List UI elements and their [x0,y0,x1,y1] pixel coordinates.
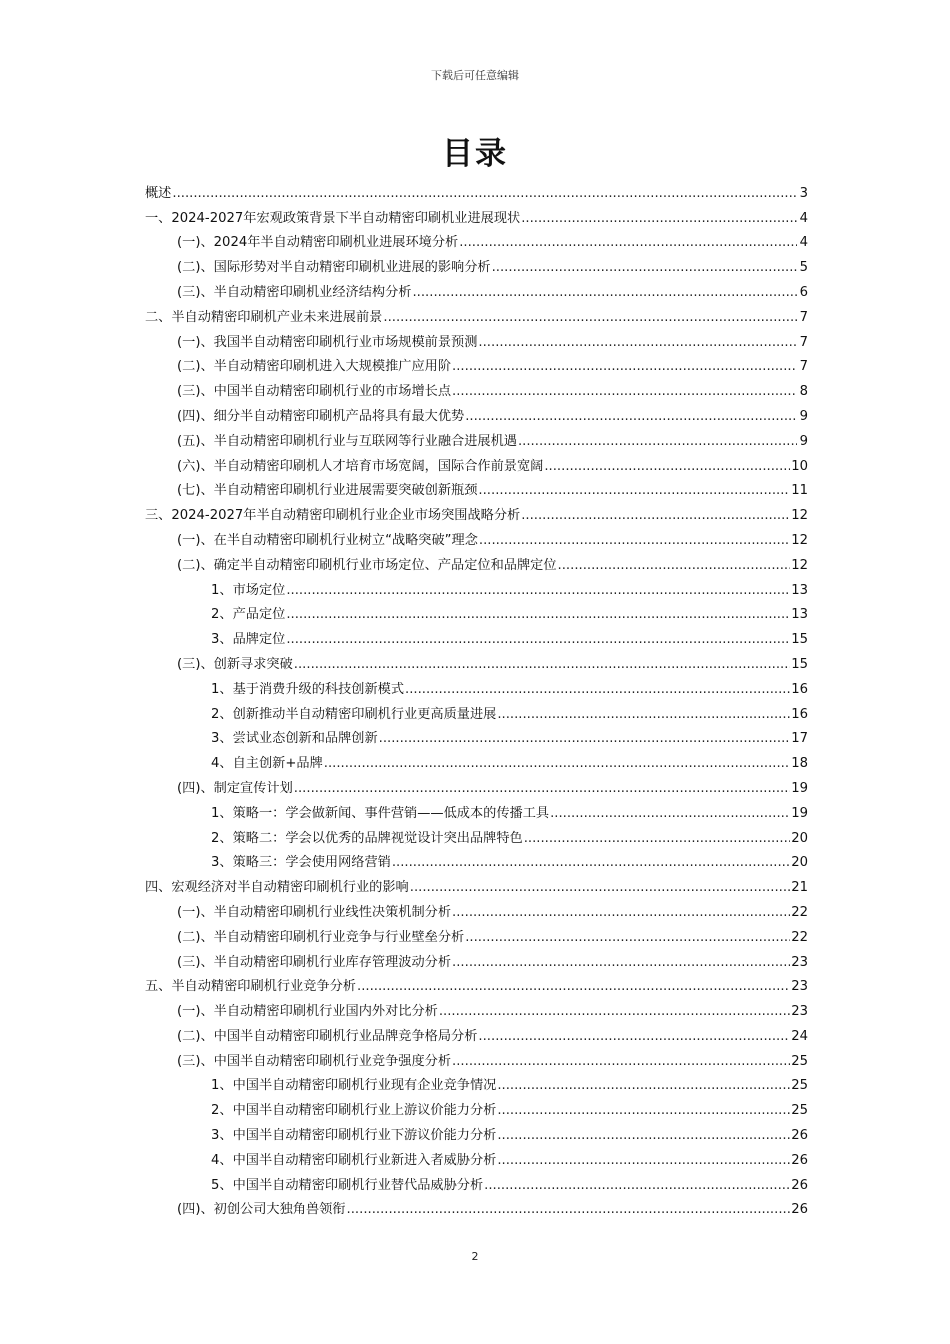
toc-entry-text: 4、自主创新+品牌 [211,756,323,772]
toc-entry[interactable] [145,673,808,698]
toc-leader-dots [478,1028,790,1045]
toc-entry[interactable] [145,227,808,252]
toc-leader-dots [383,309,797,326]
toc-entry-text: (一)、在半自动精密印刷机行业树立“战略突破”理念 [177,532,478,548]
toc-entry-page: 16 [791,706,808,722]
toc-entry-page: 25 [791,1078,808,1094]
toc-entry-page: 26 [791,1202,808,1218]
toc-entry[interactable] [145,1144,808,1169]
toc-entry[interactable] [145,871,808,896]
toc-entry-text: 3、策略三：学会使用网络营销 [211,855,391,871]
toc-entry-text: 2、产品定位 [211,607,286,623]
toc-entry-text: 一、2024-2027年宏观政策背景下半自动精密印刷机业进展现状 [145,210,521,226]
toc-entry-text: 概述 [145,185,172,201]
toc-entry[interactable] [145,599,808,624]
toc-entry-page: 9 [799,433,808,449]
toc-entry[interactable] [145,177,808,202]
toc-leader-dots [172,185,797,202]
toc-entry[interactable] [145,822,808,847]
toc-entry-text: (三)、半自动精密印刷机行业库存管理波动分析 [177,954,452,970]
toc-entry-text: 2、策略二：学会以优秀的品牌视觉设计突出品牌特色 [211,830,523,846]
toc-leader-dots [521,210,797,227]
toc-entry-page: 12 [791,557,808,573]
toc-entry[interactable] [145,251,808,276]
toc-entry-page: 3 [799,185,808,201]
toc-leader-dots [558,557,791,574]
toc-leader-dots [357,978,790,995]
toc-entry[interactable] [145,301,808,326]
toc-entry-text: 三、2024-2027年半自动精密印刷机行业企业市场突围战略分析 [145,508,521,524]
toc-entry[interactable] [145,1094,808,1119]
toc-leader-dots [465,408,797,425]
toc-entry[interactable] [145,921,808,946]
toc-entry-text: 五、半自动精密印刷机行业竞争分析 [145,979,356,995]
toc-entry-page: 22 [791,904,808,920]
toc-entry-page: 12 [791,532,808,548]
toc-entry[interactable] [145,524,808,549]
toc-leader-dots [484,1177,790,1194]
toc-entry-text: 2、中国半自动精密印刷机行业上游议价能力分析 [211,1103,497,1119]
toc-leader-dots [439,1003,790,1020]
header-note: 下载后可任意编辑 [431,69,519,82]
toc-entry-text: 四、宏观经济对半自动精密印刷机行业的影响 [145,880,409,896]
toc-entry-page: 8 [799,384,808,400]
toc-entry-page: 19 [791,780,808,796]
toc-entry-page: 7 [799,334,808,350]
toc-entry-text: (二)、国际形势对半自动精密印刷机业进展的影响分析 [177,260,491,276]
toc-entry[interactable] [145,549,808,574]
toc-entry[interactable] [145,1045,808,1070]
toc-entry-page: 15 [791,656,808,672]
toc-entry-text: (一)、我国半自动精密印刷机行业市场规模前景预测 [177,334,478,350]
toc-entry-text: (四)、细分半自动精密印刷机产品将具有最大优势 [177,408,465,424]
toc-title: 目录 [442,136,508,172]
toc-entry[interactable] [145,896,808,921]
toc-leader-dots [286,606,790,623]
toc-entry-text: (二)、确定半自动精密印刷机行业市场定位、产品定位和品牌定位 [177,557,557,573]
toc-entry-page: 24 [791,1028,808,1044]
toc-entry-text: (一)、2024年半自动精密印刷机业进展环境分析 [177,235,459,251]
toc-entry-text: 3、品牌定位 [211,632,286,648]
toc-entry-page: 13 [791,607,808,623]
toc-entry-page: 23 [791,979,808,995]
toc-entry-text: 3、尝试业态创新和品牌创新 [211,731,378,747]
toc-entry[interactable] [145,375,808,400]
toc-entry[interactable] [145,276,808,301]
toc-leader-dots [479,532,790,549]
toc-entry-page: 4 [799,210,808,226]
toc-entry-page: 21 [791,880,808,896]
toc-leader-dots [497,1152,790,1169]
toc-leader-dots [452,358,797,375]
toc-leader-dots [478,334,797,351]
toc-entry-page: 12 [791,508,808,524]
toc-entry-text: 二、半自动精密印刷机产业未来进展前景 [145,309,383,325]
toc-leader-dots [497,1102,790,1119]
toc-entry-text: 3、中国半自动精密印刷机行业下游议价能力分析 [211,1128,497,1144]
toc-entry-page: 10 [791,458,808,474]
toc-entry-page: 13 [791,582,808,598]
toc-entry[interactable] [145,995,808,1020]
toc-entry[interactable] [145,648,808,673]
toc-entry-text: 1、市场定位 [211,582,286,598]
toc-entry-text: (二)、中国半自动精密印刷机行业品牌竞争格局分析 [177,1028,478,1044]
toc-entry-text: 2、创新推动半自动精密印刷机行业更高质量进展 [211,706,497,722]
toc-leader-dots [392,854,790,871]
page-number: 2 [471,1250,479,1263]
toc-entry[interactable] [145,1194,808,1219]
toc-entry[interactable] [145,698,808,723]
toc-leader-dots [492,259,797,276]
toc-entry-page: 22 [791,929,808,945]
toc-entry[interactable] [145,202,808,227]
toc-leader-dots [518,433,797,450]
toc-entry-page: 4 [799,235,808,251]
toc-entry[interactable] [145,425,808,450]
toc-entry-page: 20 [791,855,808,871]
toc-entry-text: (四)、制定宣传计划 [177,780,293,796]
toc-entry[interactable] [145,1119,808,1144]
toc-entry[interactable] [145,797,808,822]
toc-entry-text: (三)、中国半自动精密印刷机行业竞争强度分析 [177,1053,452,1069]
toc-entry-text: (三)、中国半自动精密印刷机行业的市场增长点 [177,384,452,400]
toc-entry[interactable] [145,1020,808,1045]
toc-leader-dots [550,805,790,822]
toc-entry[interactable] [145,475,808,500]
toc-entry-text: (二)、半自动精密印刷机行业竞争与行业壁垒分析 [177,929,465,945]
toc-entry-text: (一)、半自动精密印刷机行业线性决策机制分析 [177,904,452,920]
toc-entry-page: 20 [791,830,808,846]
toc-entry-text: (六)、半自动精密印刷机人才培育市场宽阔，国际合作前景宽阔 [177,458,544,474]
toc-entry[interactable] [145,946,808,971]
toc-entry-page: 16 [791,681,808,697]
toc-leader-dots [324,755,790,772]
toc-leader-dots [286,631,790,648]
toc-entry-text: (二)、半自动精密印刷机进入大规模推广应用阶 [177,359,452,375]
toc-entry-page: 9 [799,408,808,424]
toc-entry-page: 26 [791,1152,808,1168]
toc-entry-page: 15 [791,632,808,648]
toc-leader-dots [347,1201,791,1218]
toc-leader-dots [452,954,790,971]
toc-leader-dots [412,284,797,301]
toc-entry[interactable] [145,1169,808,1194]
table-of-contents [145,177,808,1218]
toc-entry[interactable] [145,847,808,872]
toc-leader-dots [497,1077,790,1094]
toc-entry-page: 7 [799,359,808,375]
toc-entry-text: 1、中国半自动精密印刷机行业现有企业竞争情况 [211,1078,497,1094]
toc-entry[interactable] [145,574,808,599]
toc-leader-dots [410,879,790,896]
toc-leader-dots [497,706,790,723]
toc-entry-page: 18 [791,756,808,772]
toc-entry-page: 7 [799,309,808,325]
toc-entry[interactable] [145,772,808,797]
toc-entry-text: (一)、半自动精密印刷机行业国内外对比分析 [177,1004,438,1020]
toc-entry[interactable] [145,450,808,475]
toc-entry[interactable] [145,400,808,425]
toc-entry-page: 25 [791,1053,808,1069]
toc-leader-dots [459,234,797,251]
toc-leader-dots [524,830,791,847]
toc-leader-dots [294,656,790,673]
toc-entry[interactable] [145,747,808,772]
toc-entry-page: 26 [791,1177,808,1193]
toc-entry-text: (三)、半自动精密印刷机业经济结构分析 [177,284,412,300]
toc-entry[interactable] [145,326,808,351]
toc-entry-page: 6 [799,284,808,300]
toc-leader-dots [452,904,790,921]
toc-leader-dots [379,730,791,747]
toc-entry-text: 1、基于消费升级的科技创新模式 [211,681,405,697]
toc-entry-text: 1、策略一：学会做新闻、事件营销——低成本的传播工具 [211,805,550,821]
toc-leader-dots [544,458,790,475]
toc-entry[interactable] [145,351,808,376]
toc-entry-text: (七)、半自动精密印刷机行业进展需要突破创新瓶颈 [177,483,478,499]
toc-entry-page: 23 [791,1004,808,1020]
toc-leader-dots [465,929,790,946]
toc-entry-text: 5、中国半自动精密印刷机行业替代品威胁分析 [211,1177,484,1193]
toc-leader-dots [286,582,790,599]
toc-leader-dots [294,780,790,797]
toc-entry-page: 25 [791,1103,808,1119]
toc-entry-page: 5 [799,260,808,276]
toc-entry-page: 19 [791,805,808,821]
toc-entry-text: (四)、初创公司大独角兽领衔 [177,1202,346,1218]
toc-entry-text: 4、中国半自动精密印刷机行业新进入者威胁分析 [211,1152,497,1168]
toc-entry-page: 26 [791,1128,808,1144]
toc-entry-text: (五)、半自动精密印刷机行业与互联网等行业融合进展机遇 [177,433,517,449]
toc-entry[interactable] [145,971,808,996]
toc-leader-dots [478,482,790,499]
toc-entry[interactable] [145,499,808,524]
toc-leader-dots [452,1053,790,1070]
toc-leader-dots [521,507,790,524]
toc-entry-page: 17 [791,731,808,747]
toc-entry[interactable] [145,723,808,748]
toc-entry[interactable] [145,1070,808,1095]
toc-leader-dots [452,383,797,400]
toc-entry-page: 23 [791,954,808,970]
toc-entry[interactable] [145,623,808,648]
toc-entry-text: (三)、创新寻求突破 [177,656,293,672]
toc-leader-dots [497,1127,790,1144]
toc-leader-dots [405,681,790,698]
toc-entry-page: 11 [791,483,808,499]
